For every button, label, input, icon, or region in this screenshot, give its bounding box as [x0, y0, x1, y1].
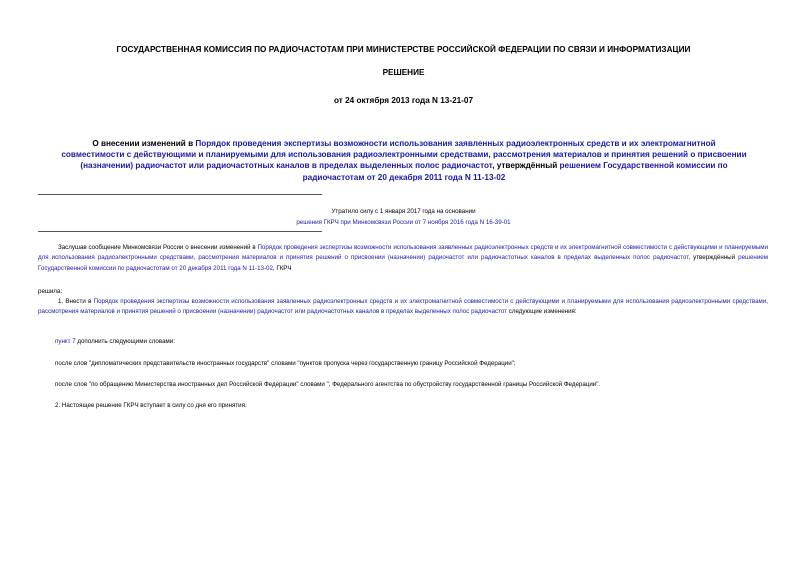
item-1-procedure-link[interactable]: Порядок проведения экспертизы возможности использования заявленных радиоэлектронных средств и их электромагнитной совместимости с действующими и планируемыми для использования радиоэлектронными средствами, рассмотрения материалов и принятия решений о присвоении (назначении) радиочастот или радиочастотных каналов в пределах выделенных полос радиочастот [38, 298, 768, 316]
divider-bottom [38, 231, 322, 232]
point-7-text: дополнить следующими словами: [75, 338, 175, 345]
change-1-text: после слов "дипломатических представительств иностранных государств" словами "пунктов пропуска через государственную границу Российской Федерации"; [55, 360, 516, 367]
title-middle: , утверждённый [492, 161, 560, 171]
change-2-text: после слов "по обращению Министерства иностранных дел Российской Федерации" словами ", Федерального агентства по обустройству государственной границы Российской Федерации". [55, 381, 601, 388]
document-title [60, 138, 748, 183]
issuer-heading: ГОСУДАРСТВЕННАЯ КОМИССИЯ ПО РАДИОЧАСТОТАМ ПРИ МИНИСТЕРСТВЕ РОССИЙСКОЙ ФЕДЕРАЦИИ ПО СВЯЗИ И ИНФОРМАТИЗАЦИИ [116, 45, 691, 54]
preamble-procedure-link[interactable]: Порядок проведения экспертизы возможности использования заявленных радиоэлектронных средств и их электромагнитной совместимости с действующими и планируемыми для использования радиоэлектронными средствами, рассмотрения материалов и принятия решений о присвоении (назначении) радиочастот или радиочастотных каналов в пределах выделенных полос радиочастот [38, 244, 768, 262]
lapse-text: Утратило силу с 1 января 2017 года на основании [331, 208, 476, 215]
title-decision-link[interactable]: решением Государственной комиссии по радиочастотам от 20 декабря 2011 года N 11-13-02 [302, 161, 728, 182]
item-2-text: 2. Настоящее решение ГКРЧ вступает в силу со дня его принятия. [55, 402, 247, 409]
document-type: РЕШЕНИЕ [382, 68, 425, 77]
preamble-middle: , утверждённый [688, 254, 739, 262]
preamble-suffix: , ГКРЧ [272, 264, 292, 272]
point-7-link[interactable]: пункт 7 [55, 338, 76, 345]
item-1-prefix: 1. Внести в [58, 298, 94, 305]
preamble-decision-link[interactable]: решением Государственной комиссии по радиочастотам от 20 декабря 2011 года N 11-13-02 [38, 254, 768, 272]
point-7-line [55, 338, 175, 345]
lapse-note [0, 207, 807, 228]
divider-top [38, 194, 322, 195]
item-1-suffix: следующие изменения: [507, 308, 577, 316]
title-prefix: О внесении изменений в [92, 139, 196, 148]
title-procedure-link[interactable]: Порядок проведения экспертизы возможности использования заявленных радиоэлектронных средств и их электромагнитной совместимости с действующими и планируемыми для использования радиоэлектронными средствами, рассмотрения материалов и принятия решений о присвоении (назначении) радиочастот или радиочастотных каналов в пределах выделенных полос радиочастот [61, 139, 747, 171]
preamble-prefix: Заслушав сообщение Минкомсвязи России о внесении изменений в [58, 244, 258, 251]
item-1-paragraph [38, 297, 768, 318]
document-date-number: от 24 октября 2013 года N 13-21-07 [333, 96, 474, 105]
preamble-paragraph [38, 243, 768, 274]
lapse-decision-link[interactable]: решения ГКРЧ при Минкомсвязи России от 7 ноября 2016 года N 16-39-01 [296, 218, 511, 226]
decided-label: решила: [38, 288, 63, 295]
